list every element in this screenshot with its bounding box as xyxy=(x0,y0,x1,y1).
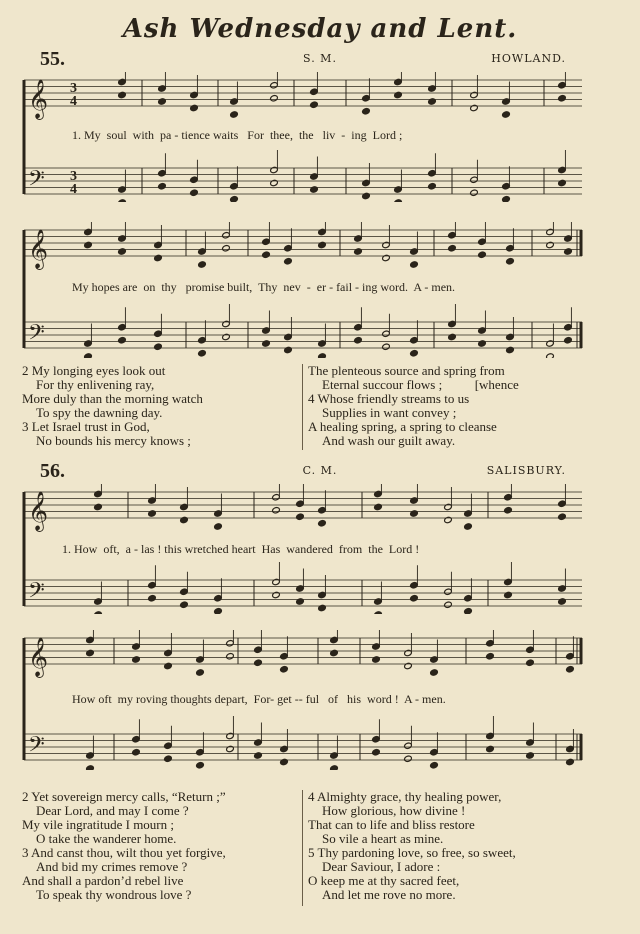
verse-line: And let me rove no more. xyxy=(322,887,456,902)
hymn-meter: S. M. xyxy=(303,52,337,65)
note-head xyxy=(222,245,231,252)
verse-line: O take the wanderer home. xyxy=(36,831,177,846)
note-head xyxy=(254,752,263,759)
verse-line: Dear Lord, and may I come ? xyxy=(36,803,189,818)
verses-left-column xyxy=(22,790,226,902)
note-head xyxy=(148,595,157,602)
note-head xyxy=(198,350,207,357)
note-head xyxy=(158,183,167,190)
music-system xyxy=(22,484,584,614)
note-head xyxy=(226,653,235,660)
time-signature-digit: 4 xyxy=(70,94,77,109)
note-head xyxy=(214,523,223,530)
note-head xyxy=(558,513,567,520)
verse-line: Supplies in want convey ; xyxy=(322,405,457,420)
note-head xyxy=(444,516,453,523)
note-head xyxy=(164,755,173,762)
lyric-line: My hopes are on thy promise built, Thy nev - er - fail - ing word. A - men. xyxy=(72,280,456,294)
page-title: Ash Wednesday and Lent. xyxy=(122,14,518,44)
note-head xyxy=(118,91,127,98)
note-head xyxy=(254,659,263,666)
note-head xyxy=(132,749,141,756)
note-head xyxy=(372,749,381,756)
verse-line: A healing spring, a spring to cleanse xyxy=(308,419,497,434)
note-head xyxy=(564,337,573,344)
note-head xyxy=(486,653,495,660)
note-head xyxy=(284,346,293,353)
note-head xyxy=(566,666,575,673)
note-head xyxy=(558,95,567,102)
note-head xyxy=(272,507,281,514)
verse-line: 3 Let Israel trust in God, xyxy=(22,419,150,434)
note-head xyxy=(94,611,103,614)
note-head xyxy=(190,189,199,196)
note-head xyxy=(280,758,289,765)
verse-line: 2 Yet sovereign mercy calls, “Return ;” xyxy=(22,789,226,804)
note-head xyxy=(428,98,437,105)
verses-right-column xyxy=(308,790,516,902)
note-head xyxy=(296,598,305,605)
note-head xyxy=(214,608,223,614)
treble-clef-icon: 𝄞 xyxy=(28,637,49,677)
note-head xyxy=(318,604,327,611)
note-head xyxy=(404,755,413,762)
music-system xyxy=(22,630,584,770)
lyric-line: 1. How oft, a - las ! this wretched heart Has wandered from the Lord ! xyxy=(62,542,420,556)
note-head xyxy=(502,196,511,202)
verses-block xyxy=(0,790,640,910)
note-head xyxy=(504,507,513,514)
treble-clef-icon: 𝄞 xyxy=(28,229,49,269)
verse-line: 4 Almighty grace, thy healing power, xyxy=(308,789,502,804)
note-head xyxy=(362,192,371,199)
note-head xyxy=(296,513,305,520)
note-head xyxy=(354,337,363,344)
verses-block xyxy=(0,364,640,454)
verse-line: To speak thy wondrous love ? xyxy=(36,887,192,902)
note-head xyxy=(564,248,573,255)
note-head xyxy=(280,666,289,673)
lyric-line: 1. My soul with pa - tience waits For thee, the liv - ing Lord ; xyxy=(72,128,403,142)
note-head xyxy=(272,591,281,598)
note-head xyxy=(230,111,239,118)
note-head xyxy=(154,254,163,261)
hymn-meter: C. M. xyxy=(302,464,338,477)
treble-clef-icon: 𝄞 xyxy=(28,79,49,119)
verse-line: Dear Saviour, I adore : xyxy=(322,859,441,874)
verse-line: 4 Whose friendly streams to us xyxy=(308,391,470,406)
note-head xyxy=(394,199,403,202)
note-head xyxy=(154,343,163,350)
note-head xyxy=(444,601,453,608)
note-head xyxy=(362,108,371,115)
note-head xyxy=(262,251,271,258)
note-head xyxy=(566,758,575,765)
time-signature-digit: 3 xyxy=(70,81,77,96)
lyric-line: How oft my roving thoughts depart, For- get -- ful of his word ! A - men. xyxy=(72,692,446,706)
note-head xyxy=(558,179,567,186)
verse-line: 3 And canst thou, wilt thou yet forgive, xyxy=(22,845,226,860)
column-divider xyxy=(302,790,303,906)
note-head xyxy=(310,186,319,193)
music-system xyxy=(22,222,584,358)
note-head xyxy=(448,245,457,252)
note-head xyxy=(504,591,513,598)
bass-clef-icon: 𝄢 xyxy=(28,578,45,609)
note-head xyxy=(84,241,93,248)
note-head xyxy=(470,104,479,111)
note-head xyxy=(526,659,535,666)
verse-line: And shall a pardon’d rebel live xyxy=(22,873,184,888)
note-head xyxy=(374,503,383,510)
note-head xyxy=(478,251,487,258)
note-head xyxy=(86,649,95,656)
note-head xyxy=(464,608,473,614)
note-head xyxy=(470,189,479,196)
note-head xyxy=(284,258,293,265)
note-head xyxy=(506,346,515,353)
verse-line: O keep me at thy sacred feet, xyxy=(308,873,460,888)
note-head xyxy=(448,333,457,340)
note-head xyxy=(318,241,327,248)
verse-line: How glorious, how divine ! xyxy=(322,803,466,818)
bass-clef-icon: 𝄢 xyxy=(28,732,45,763)
note-head xyxy=(502,111,511,118)
note-head xyxy=(318,353,327,358)
time-signature-digit: 3 xyxy=(70,169,77,184)
note-head xyxy=(180,516,189,523)
note-head xyxy=(394,91,403,98)
note-head xyxy=(270,95,279,102)
note-head xyxy=(164,662,173,669)
note-head xyxy=(118,248,127,255)
note-head xyxy=(374,611,383,614)
note-head xyxy=(198,261,207,268)
verse-line: So vile a heart as mine. xyxy=(322,831,444,846)
note-head xyxy=(486,745,495,752)
hymn-number: 55. xyxy=(40,48,65,70)
note-head xyxy=(230,196,239,202)
verse-line: That can to life and bliss restore xyxy=(308,817,475,832)
treble-clef-icon: 𝄞 xyxy=(28,491,49,531)
verses-left-column xyxy=(22,364,203,448)
verse-line: For thy enlivening ray, xyxy=(36,377,155,392)
note-head xyxy=(382,254,391,261)
verses-right-column xyxy=(308,364,519,448)
note-head xyxy=(84,353,93,358)
note-head xyxy=(270,179,279,186)
time-signature-digit: 4 xyxy=(70,182,77,197)
note-head xyxy=(118,337,127,344)
verse-line: My vile ingratitude I mourn ; xyxy=(22,817,175,832)
note-head xyxy=(428,183,437,190)
note-head xyxy=(222,333,231,340)
note-head xyxy=(94,503,103,510)
column-divider xyxy=(302,364,303,450)
note-head xyxy=(382,343,391,350)
note-head xyxy=(330,765,339,770)
verse-line: Eternal succour flows ; [whence xyxy=(322,377,519,392)
hymn-56-header xyxy=(0,460,640,484)
music-system xyxy=(22,72,584,202)
note-head xyxy=(506,258,515,265)
verse-line: 2 My longing eyes look out xyxy=(22,363,166,378)
verse-line: 5 Thy pardoning love, so free, so sweet, xyxy=(308,845,516,860)
note-head xyxy=(158,98,167,105)
note-head xyxy=(354,248,363,255)
verse-line: To spy the dawning day. xyxy=(36,405,163,420)
note-head xyxy=(430,762,439,769)
hymn-55-header xyxy=(0,48,640,72)
note-head xyxy=(196,762,205,769)
verse-line: The plenteous source and spring from xyxy=(308,363,505,378)
note-head xyxy=(330,649,339,656)
note-head xyxy=(86,765,95,770)
note-head xyxy=(558,598,567,605)
note-head xyxy=(410,261,419,268)
hymn-number: 56. xyxy=(40,460,65,482)
verse-line: No bounds his mercy knows ; xyxy=(36,433,191,448)
note-head xyxy=(372,656,381,663)
note-head xyxy=(132,656,141,663)
note-head xyxy=(430,669,439,676)
verse-line: And wash our guilt away. xyxy=(322,433,456,448)
note-head xyxy=(464,523,473,530)
note-head xyxy=(180,601,189,608)
note-head xyxy=(262,340,271,347)
note-head xyxy=(196,669,205,676)
bass-clef-icon: 𝄢 xyxy=(28,320,45,351)
note-head xyxy=(546,353,555,358)
verse-line: More duly than the morning watch xyxy=(22,391,203,406)
note-head xyxy=(546,241,555,248)
note-head xyxy=(410,595,419,602)
tune-name: SALISBURY. xyxy=(486,464,566,477)
note-head xyxy=(226,745,235,752)
note-head xyxy=(118,199,127,202)
bass-clef-icon: 𝄢 xyxy=(28,166,45,197)
note-head xyxy=(190,104,199,111)
note-head xyxy=(148,510,157,517)
tune-name: HOWLAND. xyxy=(491,52,566,65)
note-head xyxy=(526,752,535,759)
note-head xyxy=(410,350,419,357)
verse-line: And bid my crimes remove ? xyxy=(36,859,188,874)
note-head xyxy=(310,101,319,108)
note-head xyxy=(318,520,327,527)
note-head xyxy=(478,340,487,347)
note-head xyxy=(410,510,419,517)
note-head xyxy=(404,662,413,669)
